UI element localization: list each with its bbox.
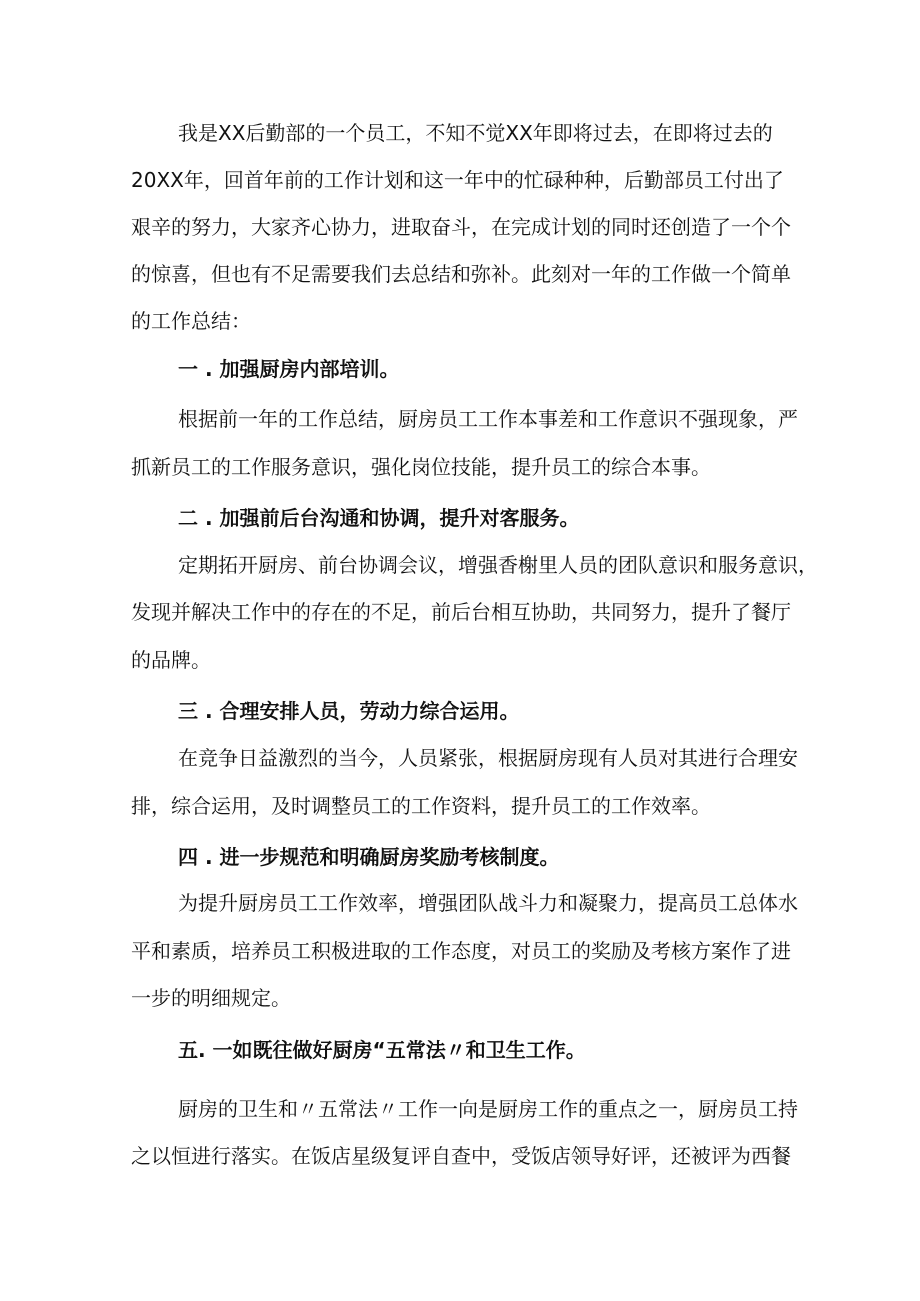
section-4-line: 平和素质，培养员工积极进取的工作态度，对员工的奖励及考核方案作了进 — [131, 939, 791, 963]
intro-line: 20XX年，回首年前的工作计划和这一年中的忙碌种种，后勤部员工付出了 — [131, 168, 784, 192]
intro-line: 的惊喜，但也有不足需要我们去总结和弥补。此刻对一年的工作做一个简单 — [131, 262, 791, 286]
section-1-line: 抓新员工的工作服务意识，强化岗位技能，提升员工的综合本事。 — [131, 455, 711, 479]
section-3-line: 在竞争日益激烈的当今，人员紧张，根据厨房现有人员对其进行合理安 — [178, 746, 798, 770]
section-5-line: 之以恒进行落实。在饭店星级复评自查中，受饭店领导好评，还被评为西餐 — [131, 1144, 791, 1168]
intro-line: 我是XX后勤部的一个员工，不知不觉XX年即将过去，在即将过去的 — [178, 121, 773, 145]
section-heading-3: 三 . 合理安排人员，劳动力综合运用。 — [178, 699, 520, 723]
section-2-line: 定期拓开厨房、前台协调会议，增强香榭里人员的团队意识和服务意识， — [178, 553, 818, 577]
section-5-line: 厨房的卫生和〃五常法〃工作一向是厨房工作的重点之一，厨房员工持 — [178, 1097, 798, 1121]
section-4-line: 一步的明细规定。 — [131, 986, 291, 1010]
section-2-line: 的品牌。 — [131, 648, 211, 672]
intro-line: 艰辛的努力，大家齐心协力，进取奋斗，在完成计划的同时还创造了一个个 — [131, 215, 791, 239]
section-4-line: 为提升厨房员工工作效率，增强团队战斗力和凝聚力，提高员工总体水 — [178, 891, 798, 915]
section-heading-5: 五. 一如既往做好厨房“五常法〃和卫生工作。 — [178, 1038, 586, 1062]
intro-line: 的工作总结： — [131, 309, 251, 333]
section-heading-2: 二 . 加强前后台沟通和协调，提升对客服务。 — [178, 506, 580, 530]
section-heading-4: 四 . 进一步规范和明确厨房奖励考核制度。 — [178, 845, 560, 869]
section-1-line: 根据前一年的工作总结，厨房员工工作本事差和工作意识不强现象，严 — [178, 407, 798, 431]
section-3-line: 排，综合运用，及时调整员工的工作资料，提升员工的工作效率。 — [131, 794, 711, 818]
section-heading-1: 一 . 加强厨房内部培训。 — [178, 357, 400, 381]
section-2-line: 发现并解决工作中的存在的不足，前后台相互协助，共同努力，提升了餐厅 — [131, 600, 791, 624]
